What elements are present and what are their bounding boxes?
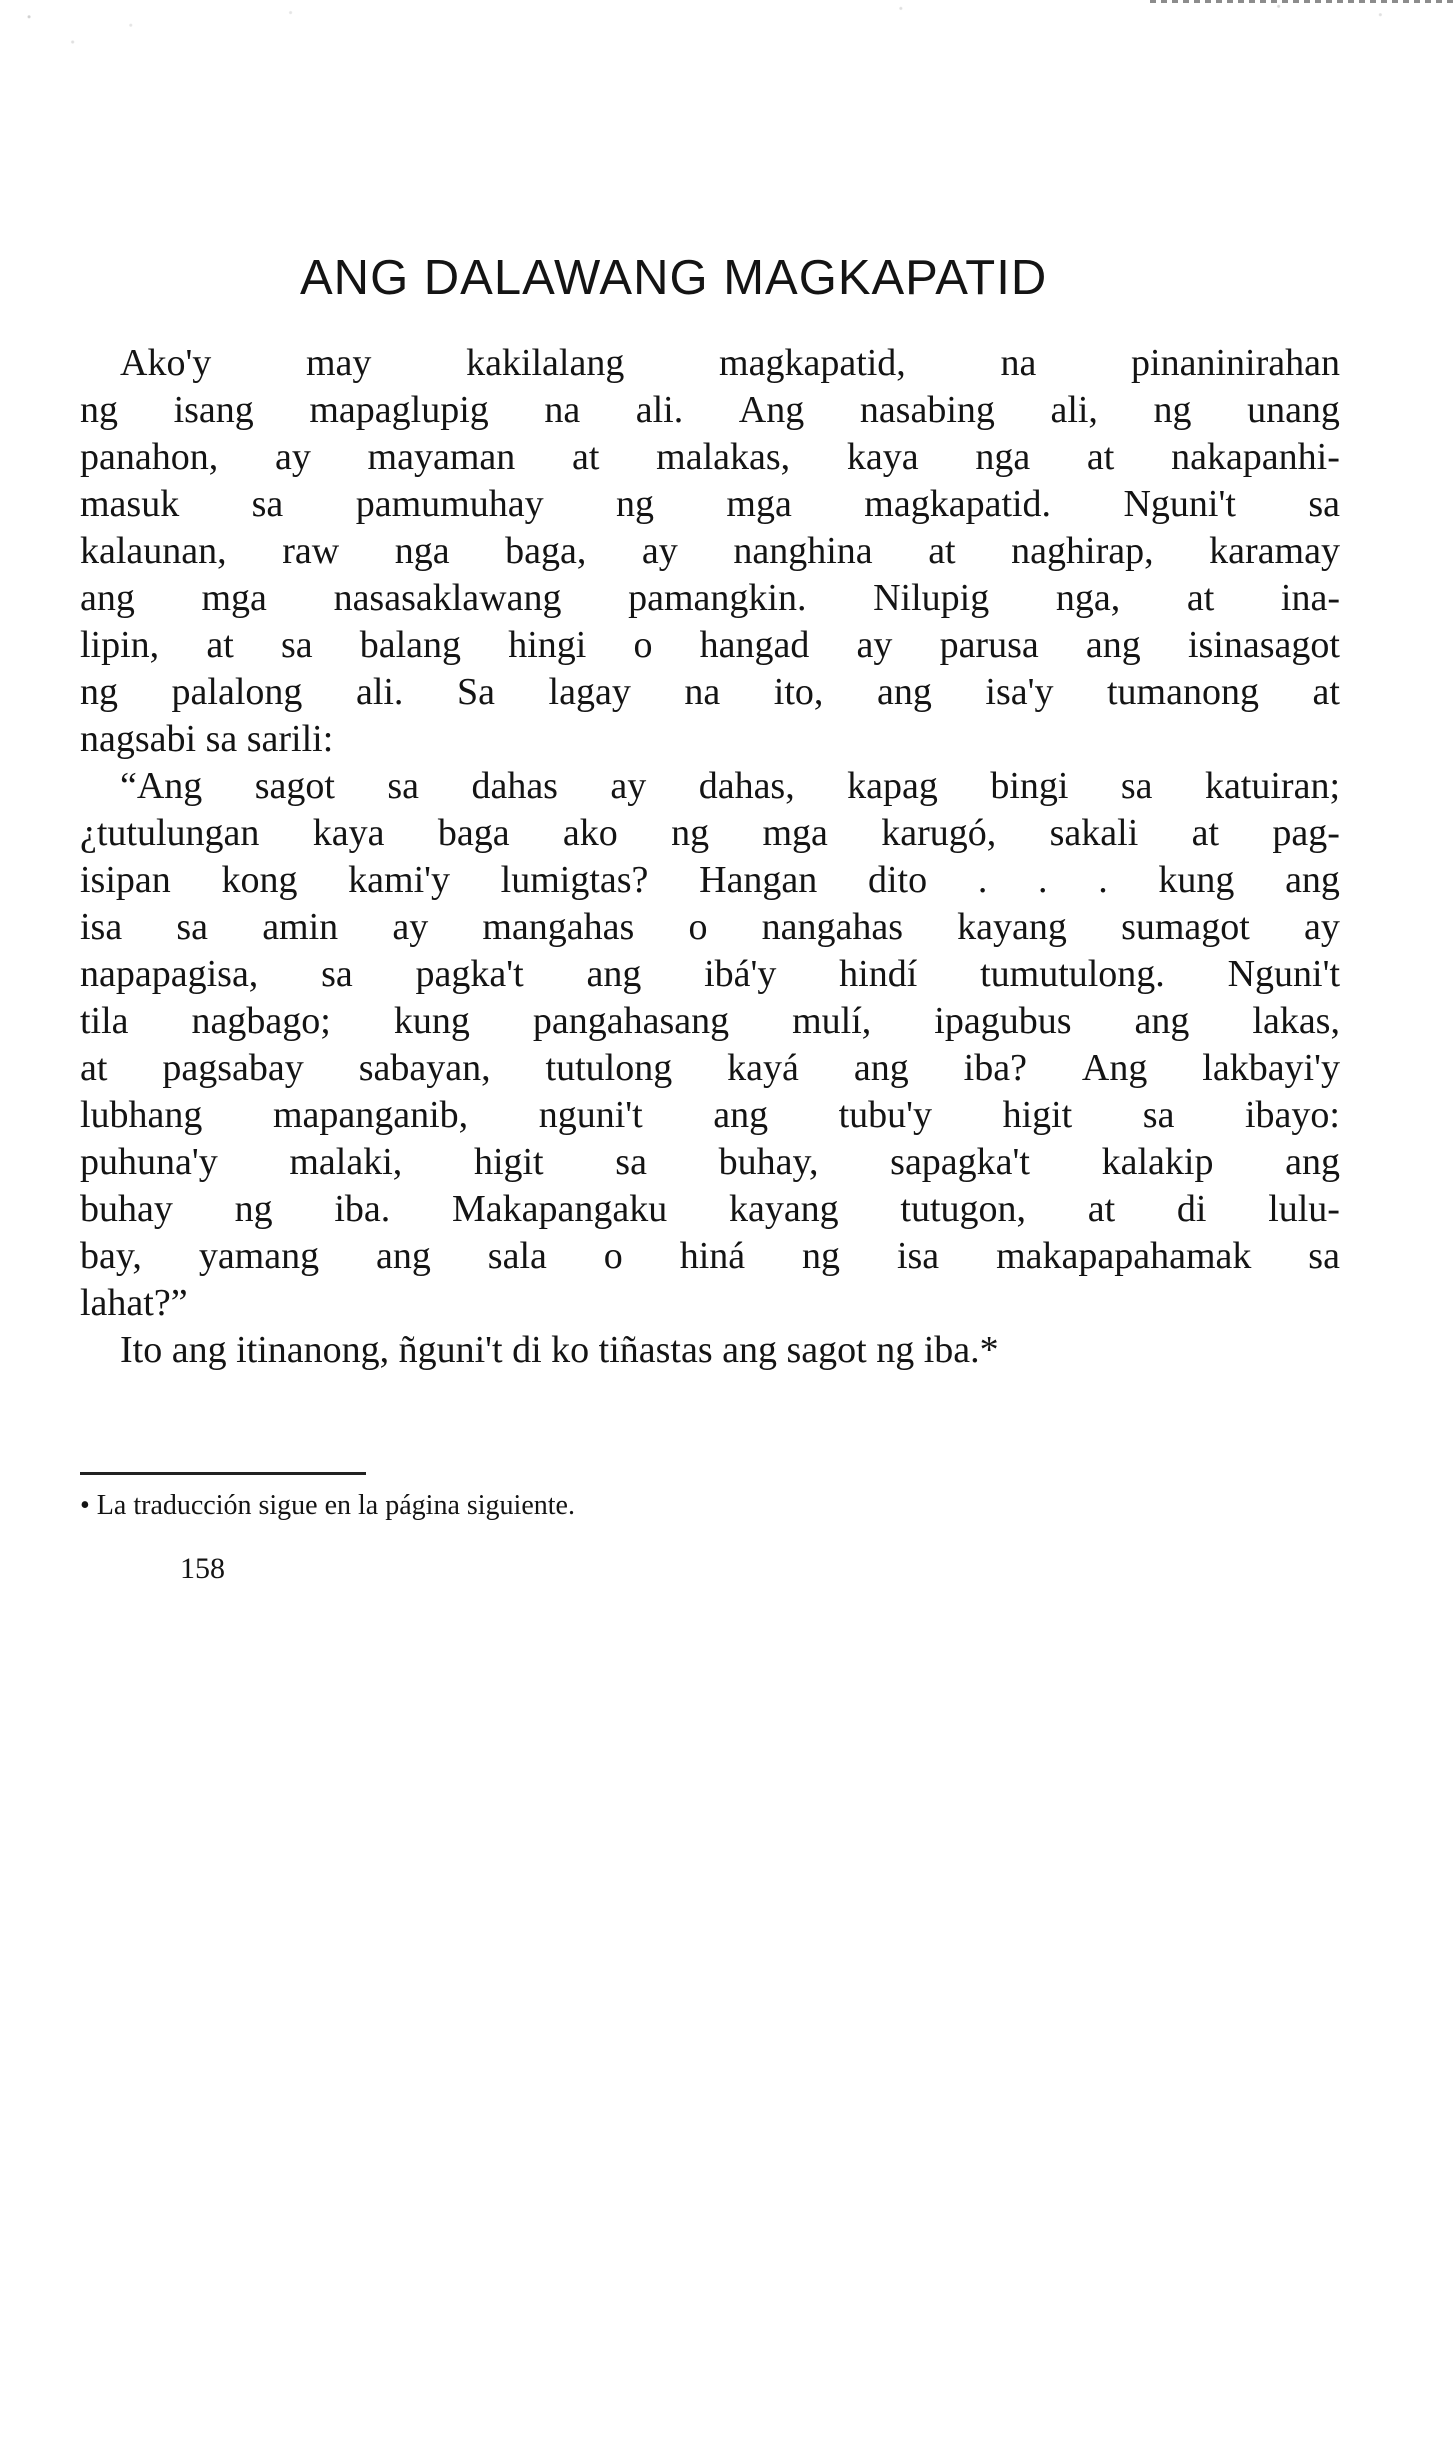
paragraph-2-line: buhay ng iba. Makapangaku kayang tutugon, at di lulu- [80,1188,1340,1230]
paragraph-2-line: napapagisa, sa pagka't ang ibá'y hindí tumutulong. Nguni't [80,953,1340,995]
page-title: ANG DALAWANG MAGKAPATID [300,251,1048,305]
paragraph-2-line: lubhang mapanganib, nguni't ang tubu'y higit sa ibayo: [80,1094,1340,1136]
scan-speckle [0,0,1453,210]
paragraph-1-line: ng isang mapaglupig na ali. Ang nasabing ali, ng unang [80,389,1340,431]
paragraph-1-line: nagsabi sa sarili: [80,718,334,760]
paragraph-2-line: bay, yamang ang sala o hiná ng isa makapapahamak sa [80,1235,1340,1277]
paragraph-2-line: at pagsabay sabayan, tutulong kayá ang iba? Ang lakbayi'y [80,1047,1340,1089]
paragraph-2-line: lahat?” [80,1282,188,1324]
paragraph-2-line: puhuna'y malaki, higit sa buhay, sapagka't kalakip ang [80,1141,1340,1183]
paragraph-1-line: panahon, ay mayaman at malakas, kaya nga at nakapanhi- [80,436,1340,478]
paragraph-2-line: isipan kong kami'y lumigtas? Hangan dito . . . kung ang [80,859,1340,901]
page-number: 158 [180,1552,225,1585]
paragraph-3-line: Ito ang itinanong, ñguni't di ko tiñastas ang sagot ng iba.* [120,1329,999,1371]
paragraph-1-line: ng palalong ali. Sa lagay na ito, ang isa'y tumanong at [80,671,1340,713]
paragraph-1-line: masuk sa pamumuhay ng mga magkapatid. Nguni't sa [80,483,1340,525]
footnote: • La traducción sigue en la página siguiente. [80,1490,575,1521]
footnote-rule [80,1472,366,1475]
paragraph-1-line: Ako'y may kakilalang magkapatid, na pinaninirahan [120,342,1340,384]
body-text [80,340,1340,1374]
paragraph-2-line: “Ang sagot sa dahas ay dahas, kapag bingi sa katuiran; [120,765,1340,807]
paragraph-1-line: ang mga nasasaklawang pamangkin. Nilupig nga, at ina- [80,577,1340,619]
paragraph-2-line: tila nagbago; kung pangahasang mulí, ipagubus ang lakas, [80,1000,1340,1042]
paragraph-2-line: isa sa amin ay mangahas o nangahas kayang sumagot ay [80,906,1340,948]
scan-edge-mark [1150,0,1453,3]
paragraph-2-line: ¿tutulungan kaya baga ako ng mga karugó, sakali at pag- [80,812,1340,854]
paragraph-1-line: kalaunan, raw nga baga, ay nanghina at naghirap, karamay [80,530,1340,572]
paragraph-1-line: lipin, at sa balang hingi o hangad ay parusa ang isinasagot [80,624,1340,666]
